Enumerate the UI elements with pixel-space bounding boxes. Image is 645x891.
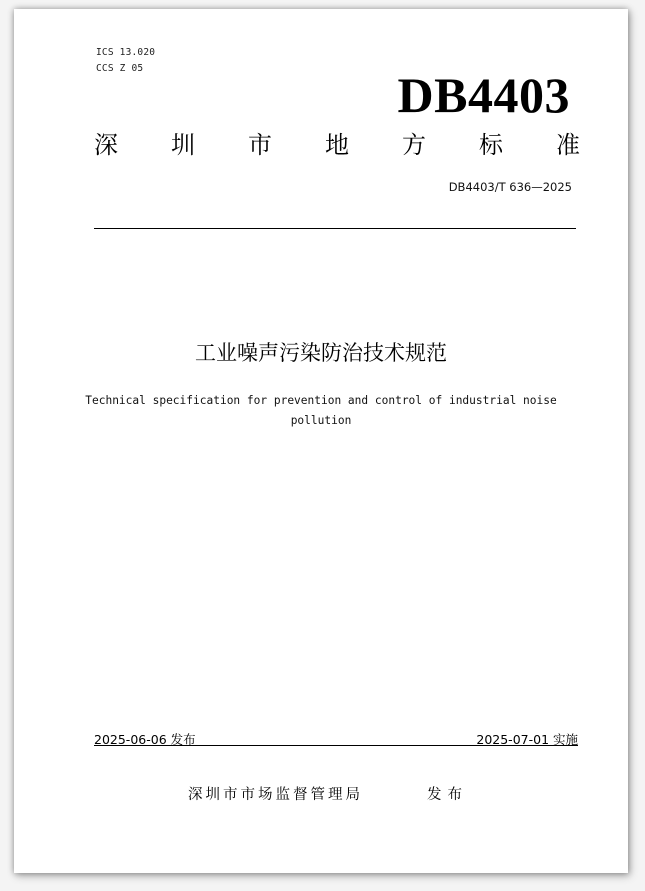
header-divider [94, 228, 576, 229]
implementation-date: 2025-07-01 实施 [476, 732, 578, 747]
publish-label: 发布 [427, 787, 468, 803]
standard-type-char: 方 [402, 131, 426, 159]
footer-divider [94, 745, 578, 746]
issue-date: 2025-06-06 发布 [94, 732, 196, 747]
standard-type-char: 圳 [171, 131, 195, 159]
standard-type-char: 深 [94, 131, 118, 159]
standard-type-char: 准 [556, 131, 580, 159]
document-title-chinese: 工业噪声污染防治技术规范 [195, 341, 447, 365]
publisher-name: 深圳市市场监督管理局 [188, 787, 363, 803]
ics-code: ICS 13.020 [96, 47, 156, 58]
standard-type-char: 地 [325, 131, 349, 159]
db-code-logo: DB4403 [397, 67, 570, 123]
standard-type-title [94, 129, 580, 161]
ccs-code: CCS Z 05 [96, 63, 144, 74]
document-title-english: Technical specification for prevention and control of industrial noise pollution [85, 394, 557, 427]
standard-number: DB4403/T 636—2025 [448, 180, 572, 194]
standard-type-char: 标 [479, 131, 503, 159]
standard-type-char: 市 [248, 131, 272, 159]
standard-cover-page [14, 9, 628, 873]
